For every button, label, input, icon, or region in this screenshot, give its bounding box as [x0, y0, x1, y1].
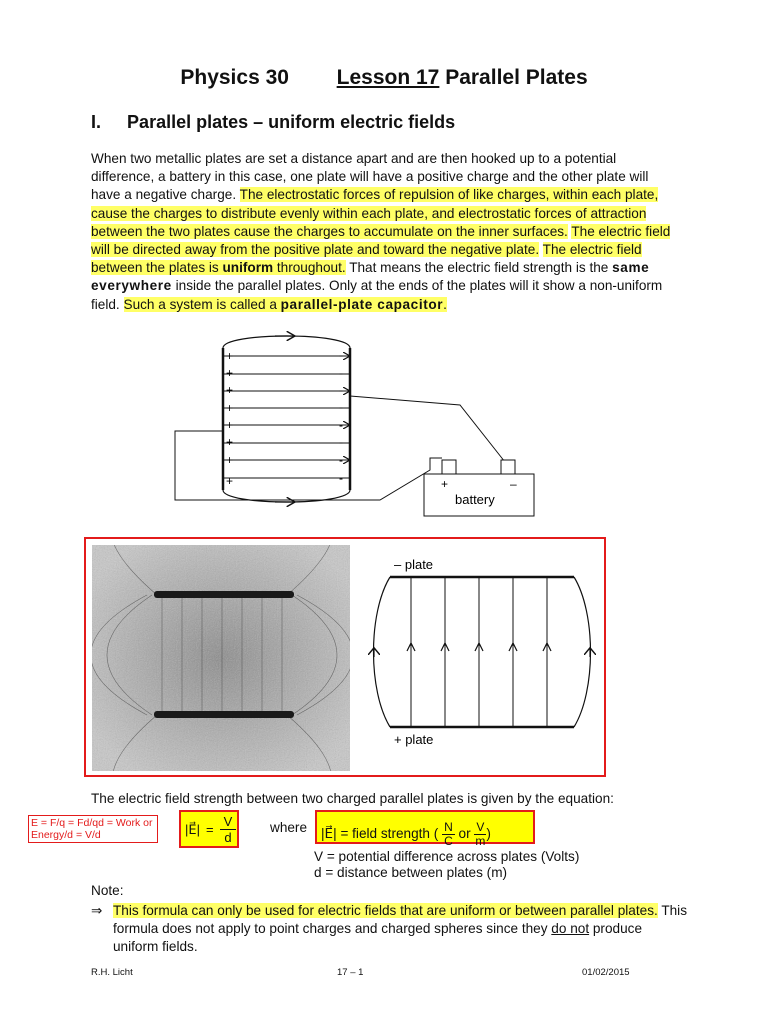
wire-positive: [175, 431, 442, 500]
lesson-number: Lesson 17: [336, 66, 440, 89]
battery-label: battery: [455, 492, 495, 507]
lesson-topic: Parallel Plates: [445, 66, 588, 89]
plus-sign: +: [226, 453, 234, 467]
implies-arrow-icon: ⇒: [91, 903, 103, 918]
minus-sign: -: [339, 453, 343, 467]
minus-sign: -: [339, 366, 343, 380]
course-name: Physics 30: [180, 66, 289, 89]
photo-top-plate: [154, 591, 294, 598]
fringe-field-top: [223, 336, 350, 348]
plus-sign: +: [226, 435, 234, 449]
derivation-side-note: E = F/q = Fd/qd = Work or Energy/d = V/d: [28, 815, 158, 843]
wire-negative: [350, 396, 505, 462]
field-pattern-photo: [92, 545, 350, 771]
section-heading: [91, 112, 455, 133]
section-title: Parallel plates – uniform electric fields: [127, 112, 456, 132]
unit-numerator: V: [476, 820, 485, 834]
v-definition: V = potential difference across plates (Volts): [314, 849, 580, 864]
battery-terminal-positive: [442, 460, 456, 474]
close-paren: ): [486, 826, 491, 842]
unit-numerator: N: [444, 820, 453, 834]
minus-sign: -: [339, 471, 343, 485]
where-label: where: [270, 820, 308, 835]
do-not-phrase: do not: [551, 921, 590, 936]
section-number: I.: [91, 112, 102, 132]
uniform-field-lines: [411, 577, 547, 727]
denominator-d: d: [224, 830, 232, 845]
field-lines: [223, 356, 350, 478]
field-strength-equation: [179, 810, 239, 848]
variable-definitions: [314, 849, 579, 881]
positive-plate-label: + plate: [394, 732, 434, 747]
minus-sign: -: [339, 383, 343, 397]
numerator-v: V: [220, 814, 236, 830]
same-everywhere-phrase: same everywhere: [91, 260, 650, 294]
minus-sign: -: [339, 418, 343, 432]
plus-sign: +: [226, 349, 234, 363]
note-highlighted-text: This formula can only be used for electric fields that are uniform or between parallel plates.: [113, 903, 658, 918]
field-illustration-box: [84, 537, 606, 777]
plus-signs: [226, 349, 233, 488]
footer-date: 01/02/2015: [582, 967, 630, 978]
field-strength-definition: [315, 810, 535, 848]
or-word: or: [458, 826, 471, 842]
unit-denominator: m: [475, 834, 486, 848]
minus-signs: [339, 348, 343, 485]
unit-volts-per-metre: [474, 821, 486, 848]
negative-plate-label: – plate: [394, 557, 434, 572]
field-vector-symbol: |E⃗|: [321, 826, 337, 842]
note-text-1: This formula does not apply to point charges and charged spheres since they: [113, 903, 687, 936]
minus-sign: -: [339, 400, 343, 414]
intro-sentence-6: Such a system is called a: [123, 296, 277, 312]
capacitor-term: parallel-plate capacitor: [280, 296, 444, 312]
note-label: Note:: [91, 883, 124, 898]
equals-sign: =: [206, 822, 214, 837]
period: .: [443, 296, 447, 312]
battery-terminal-negative: [501, 460, 515, 474]
d-definition: d = distance between plates (m): [314, 865, 508, 880]
plus-sign: +: [226, 383, 234, 397]
field-strength-text: = field strength (: [340, 826, 439, 842]
note-text-2: produce uniform fields.: [113, 921, 642, 954]
right-fringe-line: [574, 577, 591, 727]
footer-page-number: 17 – 1: [337, 967, 364, 978]
field-vector-symbol: |E⃗|: [185, 822, 200, 837]
plus-sign: +: [226, 401, 234, 415]
capacitor-circuit-diagram: [160, 330, 560, 525]
photo-bottom-plate: [154, 711, 294, 718]
unit-newtons-per-coulomb: [442, 821, 455, 848]
plus-sign: +: [226, 366, 234, 380]
intro-paragraph: [91, 150, 681, 314]
left-fringe-line: [374, 577, 391, 727]
unit-denominator: C: [444, 834, 453, 848]
throughout-word: throughout.: [276, 260, 346, 276]
battery-minus-label: –: [510, 477, 517, 491]
minus-sign: -: [339, 435, 343, 449]
minus-sign: -: [339, 348, 343, 362]
plus-sign: +: [226, 418, 234, 432]
uniform-field-diagram: [368, 553, 598, 763]
intro-sentence-3: The electric field will be directed away from the positive plate and toward the negative plate.: [91, 223, 671, 258]
note-body: [91, 902, 691, 956]
intro-sentence-5-end: inside the parallel plates. Only at the ends of the plates will it show a non-uniform field.: [91, 278, 663, 312]
page-title: [0, 66, 768, 90]
intro-sentence-1: When two metallic plates are set a distance apart and are then hooked up to a potential difference, a battery in this case, one plate will have a positive charge and the other plate will have a negative charge.: [91, 151, 649, 203]
footer-author: R.H. Licht: [91, 967, 133, 978]
intro-sentence-2: The electrostatic forces of repulsion of like charges, within each plate, cause the charges to distribute evenly within each plate, and electrostatic forces of attraction between the two plates cause the charges to accumulate on the inner surfaces.: [91, 187, 659, 239]
uniform-word: uniform: [222, 260, 274, 276]
intro-sentence-4: The electric field between the plates is: [91, 242, 642, 276]
battery-plus-label: +: [441, 477, 449, 491]
plus-sign: +: [226, 474, 234, 488]
equation-intro: The electric field strength between two charged parallel plates is given by the equation:: [91, 791, 614, 806]
intro-sentence-5: That means the electric field strength is the: [349, 260, 609, 276]
